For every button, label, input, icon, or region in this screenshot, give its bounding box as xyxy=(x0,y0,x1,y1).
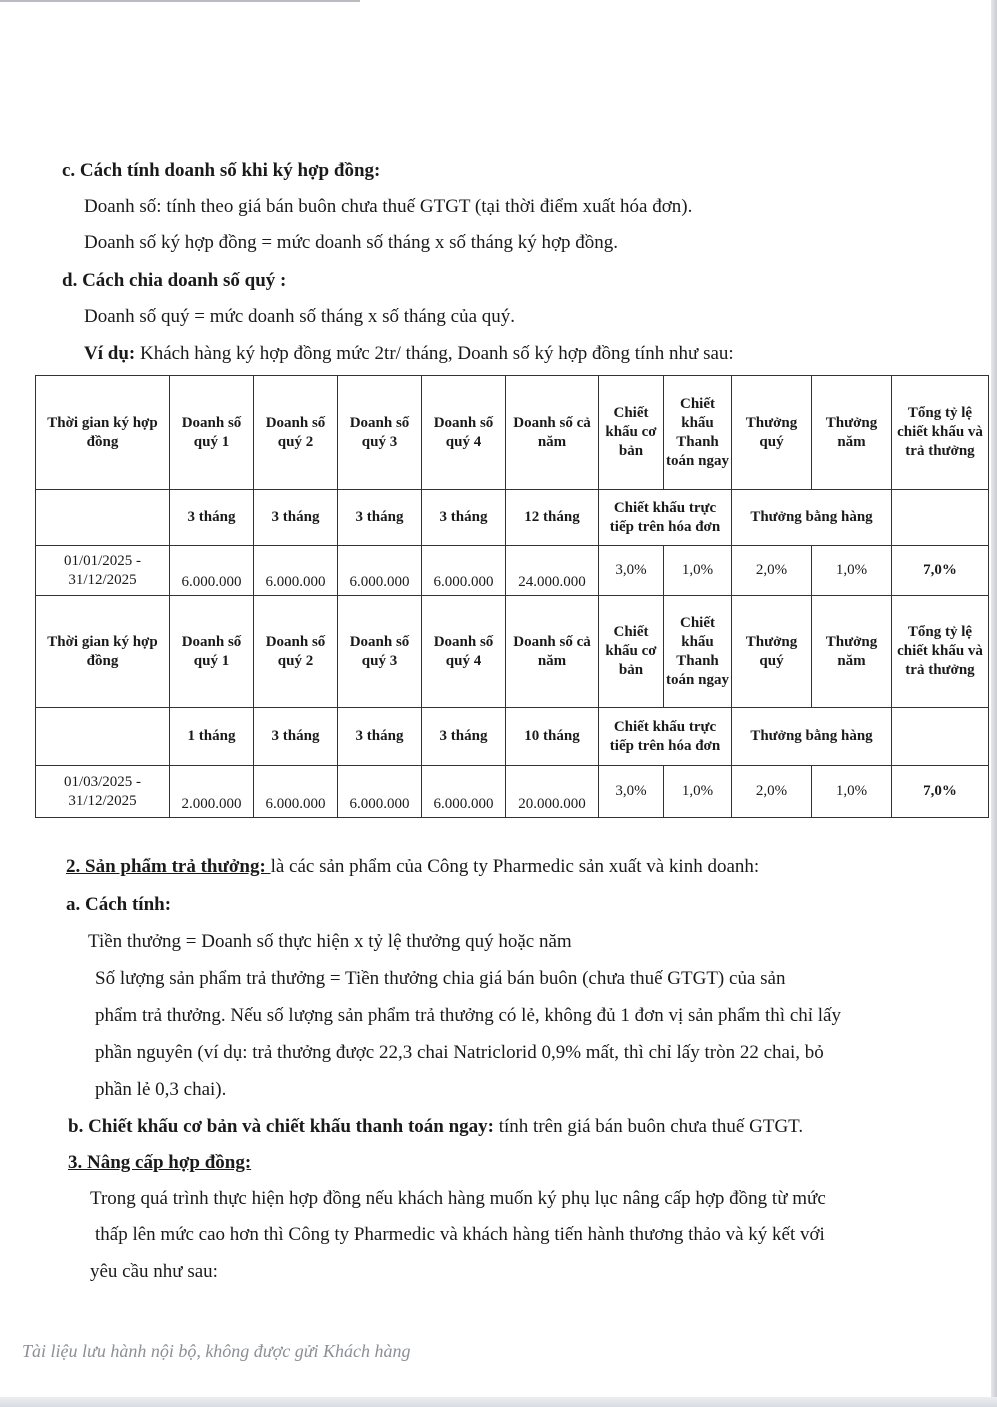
header-base-discount: Chiết khấu cơ bản xyxy=(599,376,664,490)
section-c-heading: c. Cách tính doanh số khi ký hợp đồng: xyxy=(62,160,381,181)
table-data-row xyxy=(36,766,989,818)
scan-edge-right xyxy=(991,0,997,1407)
header-year: Doanh số cả năm xyxy=(506,596,599,708)
section-3-line-1: Trong quá trình thực hiện hợp đồng nếu khách hàng muốn ký phụ lục nâng cấp hợp đồng từ mức xyxy=(90,1188,826,1209)
section-d-line-1: Doanh số quý = mức doanh số tháng x số tháng của quý. xyxy=(84,306,516,327)
months-q3: 3 tháng xyxy=(338,490,422,546)
header-base-discount: Chiết khấu cơ bản xyxy=(599,596,664,708)
section-d-example xyxy=(84,343,734,365)
months-q1: 1 tháng xyxy=(170,708,254,766)
section-2-heading: 2. Sản phẩm trả thưởng: xyxy=(66,856,271,877)
section-2b-heading: b. Chiết khấu cơ bản và chiết khấu thanh toán ngay: xyxy=(68,1116,494,1137)
discount-note: Chiết khấu trực tiếp trên hóa đơn xyxy=(599,490,732,546)
header-q1: Doanh số quý 1 xyxy=(170,376,254,490)
header-q4: Doanh số quý 4 xyxy=(422,376,506,490)
contract-table-1 xyxy=(35,375,989,596)
data-q4: 6.000.000 xyxy=(422,546,506,596)
scan-edge-top xyxy=(0,0,360,2)
section-2b-text: tính trên giá bán buôn chưa thuế GTGT. xyxy=(494,1116,804,1137)
example-text: Khách hàng ký hợp đồng mức 2tr/ tháng, Doanh số ký hợp đồng tính như sau: xyxy=(135,343,734,364)
months-q4: 3 tháng xyxy=(422,490,506,546)
footer-note: Tài liệu lưu hành nội bộ, không được gửi Khách hàng xyxy=(22,1341,411,1361)
data-q2: 6.000.000 xyxy=(254,766,338,818)
months-q2: 3 tháng xyxy=(254,708,338,766)
header-quarter-reward: Thưởng quý xyxy=(732,596,812,708)
data-q4: 6.000.000 xyxy=(422,766,506,818)
data-base: 3,0% xyxy=(599,546,664,596)
months-year: 10 tháng xyxy=(506,708,599,766)
table-months-row xyxy=(36,490,989,546)
section-2a-line-3: phẩm trả thưởng. Nếu số lượng sản phẩm trả thưởng có lẻ, không đủ 1 đơn vị sản phẩm thì chỉ lấy xyxy=(95,1005,841,1026)
data-q1: 6.000.000 xyxy=(170,546,254,596)
header-annual-reward: Thưởng năm xyxy=(812,596,892,708)
section-3-line-2: thấp lên mức cao hơn thì Công ty Pharmedic và khách hàng tiến hành thương thảo và ký kết với xyxy=(95,1224,825,1245)
data-year: 20.000.000 xyxy=(506,766,599,818)
table-header-row xyxy=(36,376,989,490)
header-q2: Doanh số quý 2 xyxy=(254,596,338,708)
data-period: 01/03/2025 - 31/12/2025 xyxy=(36,766,170,818)
section-2a-line-4: phần nguyên (ví dụ: trả thưởng được 22,3 chai Natriclorid 0,9% mất, thì chỉ lấy tròn 22 chai, bỏ xyxy=(95,1042,824,1063)
header-period: Thời gian ký hợp đồng xyxy=(36,596,170,708)
section-2-line xyxy=(66,856,759,878)
section-c-line-2: Doanh số ký hợp đồng = mức doanh số tháng x số tháng ký hợp đồng. xyxy=(84,232,619,253)
months-q2: 3 tháng xyxy=(254,490,338,546)
data-annual: 1,0% xyxy=(812,766,892,818)
data-pay: 1,0% xyxy=(664,766,732,818)
data-annual: 1,0% xyxy=(812,546,892,596)
table-data-row xyxy=(36,546,989,596)
header-total: Tổng tỷ lệ chiết khấu và trả thưởng xyxy=(892,376,989,490)
data-total: 7,0% xyxy=(892,546,989,596)
data-year: 24.000.000 xyxy=(506,546,599,596)
example-label: Ví dụ: xyxy=(84,343,136,364)
header-annual-reward: Thưởng năm xyxy=(812,376,892,490)
reward-note: Thưởng bằng hàng xyxy=(732,490,892,546)
reward-note: Thưởng bằng hàng xyxy=(732,708,892,766)
section-2b-line xyxy=(68,1116,803,1138)
section-2a-line-5: phần lẻ 0,3 chai). xyxy=(95,1079,227,1100)
months-total-empty xyxy=(892,708,989,766)
section-2-text: là các sản phẩm của Công ty Pharmedic sản xuất và kinh doanh: xyxy=(270,856,760,877)
data-q1: 2.000.000 xyxy=(170,766,254,818)
header-year: Doanh số cả năm xyxy=(506,376,599,490)
header-quarter-reward: Thưởng quý xyxy=(732,376,812,490)
section-3-heading: 3. Nâng cấp hợp đồng: xyxy=(68,1152,252,1173)
header-pay-discount: Chiết khấu Thanh toán ngay xyxy=(664,376,732,490)
data-period: 01/01/2025 - 31/12/2025 xyxy=(36,546,170,596)
table-months-row xyxy=(36,708,989,766)
months-empty xyxy=(36,708,170,766)
table-header-row xyxy=(36,596,989,708)
section-d-heading: d. Cách chia doanh số quý : xyxy=(62,270,287,291)
months-q4: 3 tháng xyxy=(422,708,506,766)
header-q3: Doanh số quý 3 xyxy=(338,376,422,490)
discount-note: Chiết khấu trực tiếp trên hóa đơn xyxy=(599,708,732,766)
section-2a-heading: a. Cách tính: xyxy=(66,894,172,915)
header-q2: Doanh số quý 2 xyxy=(254,376,338,490)
section-2a-line-1: Tiền thưởng = Doanh số thực hiện x tỷ lệ thưởng quý hoặc năm xyxy=(88,931,572,952)
data-q3: 6.000.000 xyxy=(338,766,422,818)
header-q3: Doanh số quý 3 xyxy=(338,596,422,708)
data-total: 7,0% xyxy=(892,766,989,818)
months-q3: 3 tháng xyxy=(338,708,422,766)
months-year: 12 tháng xyxy=(506,490,599,546)
data-pay: 1,0% xyxy=(664,546,732,596)
header-q1: Doanh số quý 1 xyxy=(170,596,254,708)
header-period: Thời gian ký hợp đồng xyxy=(36,376,170,490)
months-q1: 3 tháng xyxy=(170,490,254,546)
data-q2: 6.000.000 xyxy=(254,546,338,596)
header-pay-discount: Chiết khấu Thanh toán ngay xyxy=(664,596,732,708)
scan-edge-bottom xyxy=(0,1397,997,1407)
header-total: Tổng tỷ lệ chiết khấu và trả thưởng xyxy=(892,596,989,708)
data-quarter: 2,0% xyxy=(732,546,812,596)
data-q3: 6.000.000 xyxy=(338,546,422,596)
data-base: 3,0% xyxy=(599,766,664,818)
months-total-empty xyxy=(892,490,989,546)
contract-table-2 xyxy=(35,595,989,818)
months-empty xyxy=(36,490,170,546)
section-c-line-1: Doanh số: tính theo giá bán buôn chưa thuế GTGT (tại thời điểm xuất hóa đơn). xyxy=(84,196,693,217)
section-2a-line-2: Số lượng sản phẩm trả thưởng = Tiền thưởng chia giá bán buôn (chưa thuế GTGT) của sản xyxy=(95,968,786,989)
data-quarter: 2,0% xyxy=(732,766,812,818)
header-q4: Doanh số quý 4 xyxy=(422,596,506,708)
section-3-line-3: yêu cầu như sau: xyxy=(90,1261,218,1282)
